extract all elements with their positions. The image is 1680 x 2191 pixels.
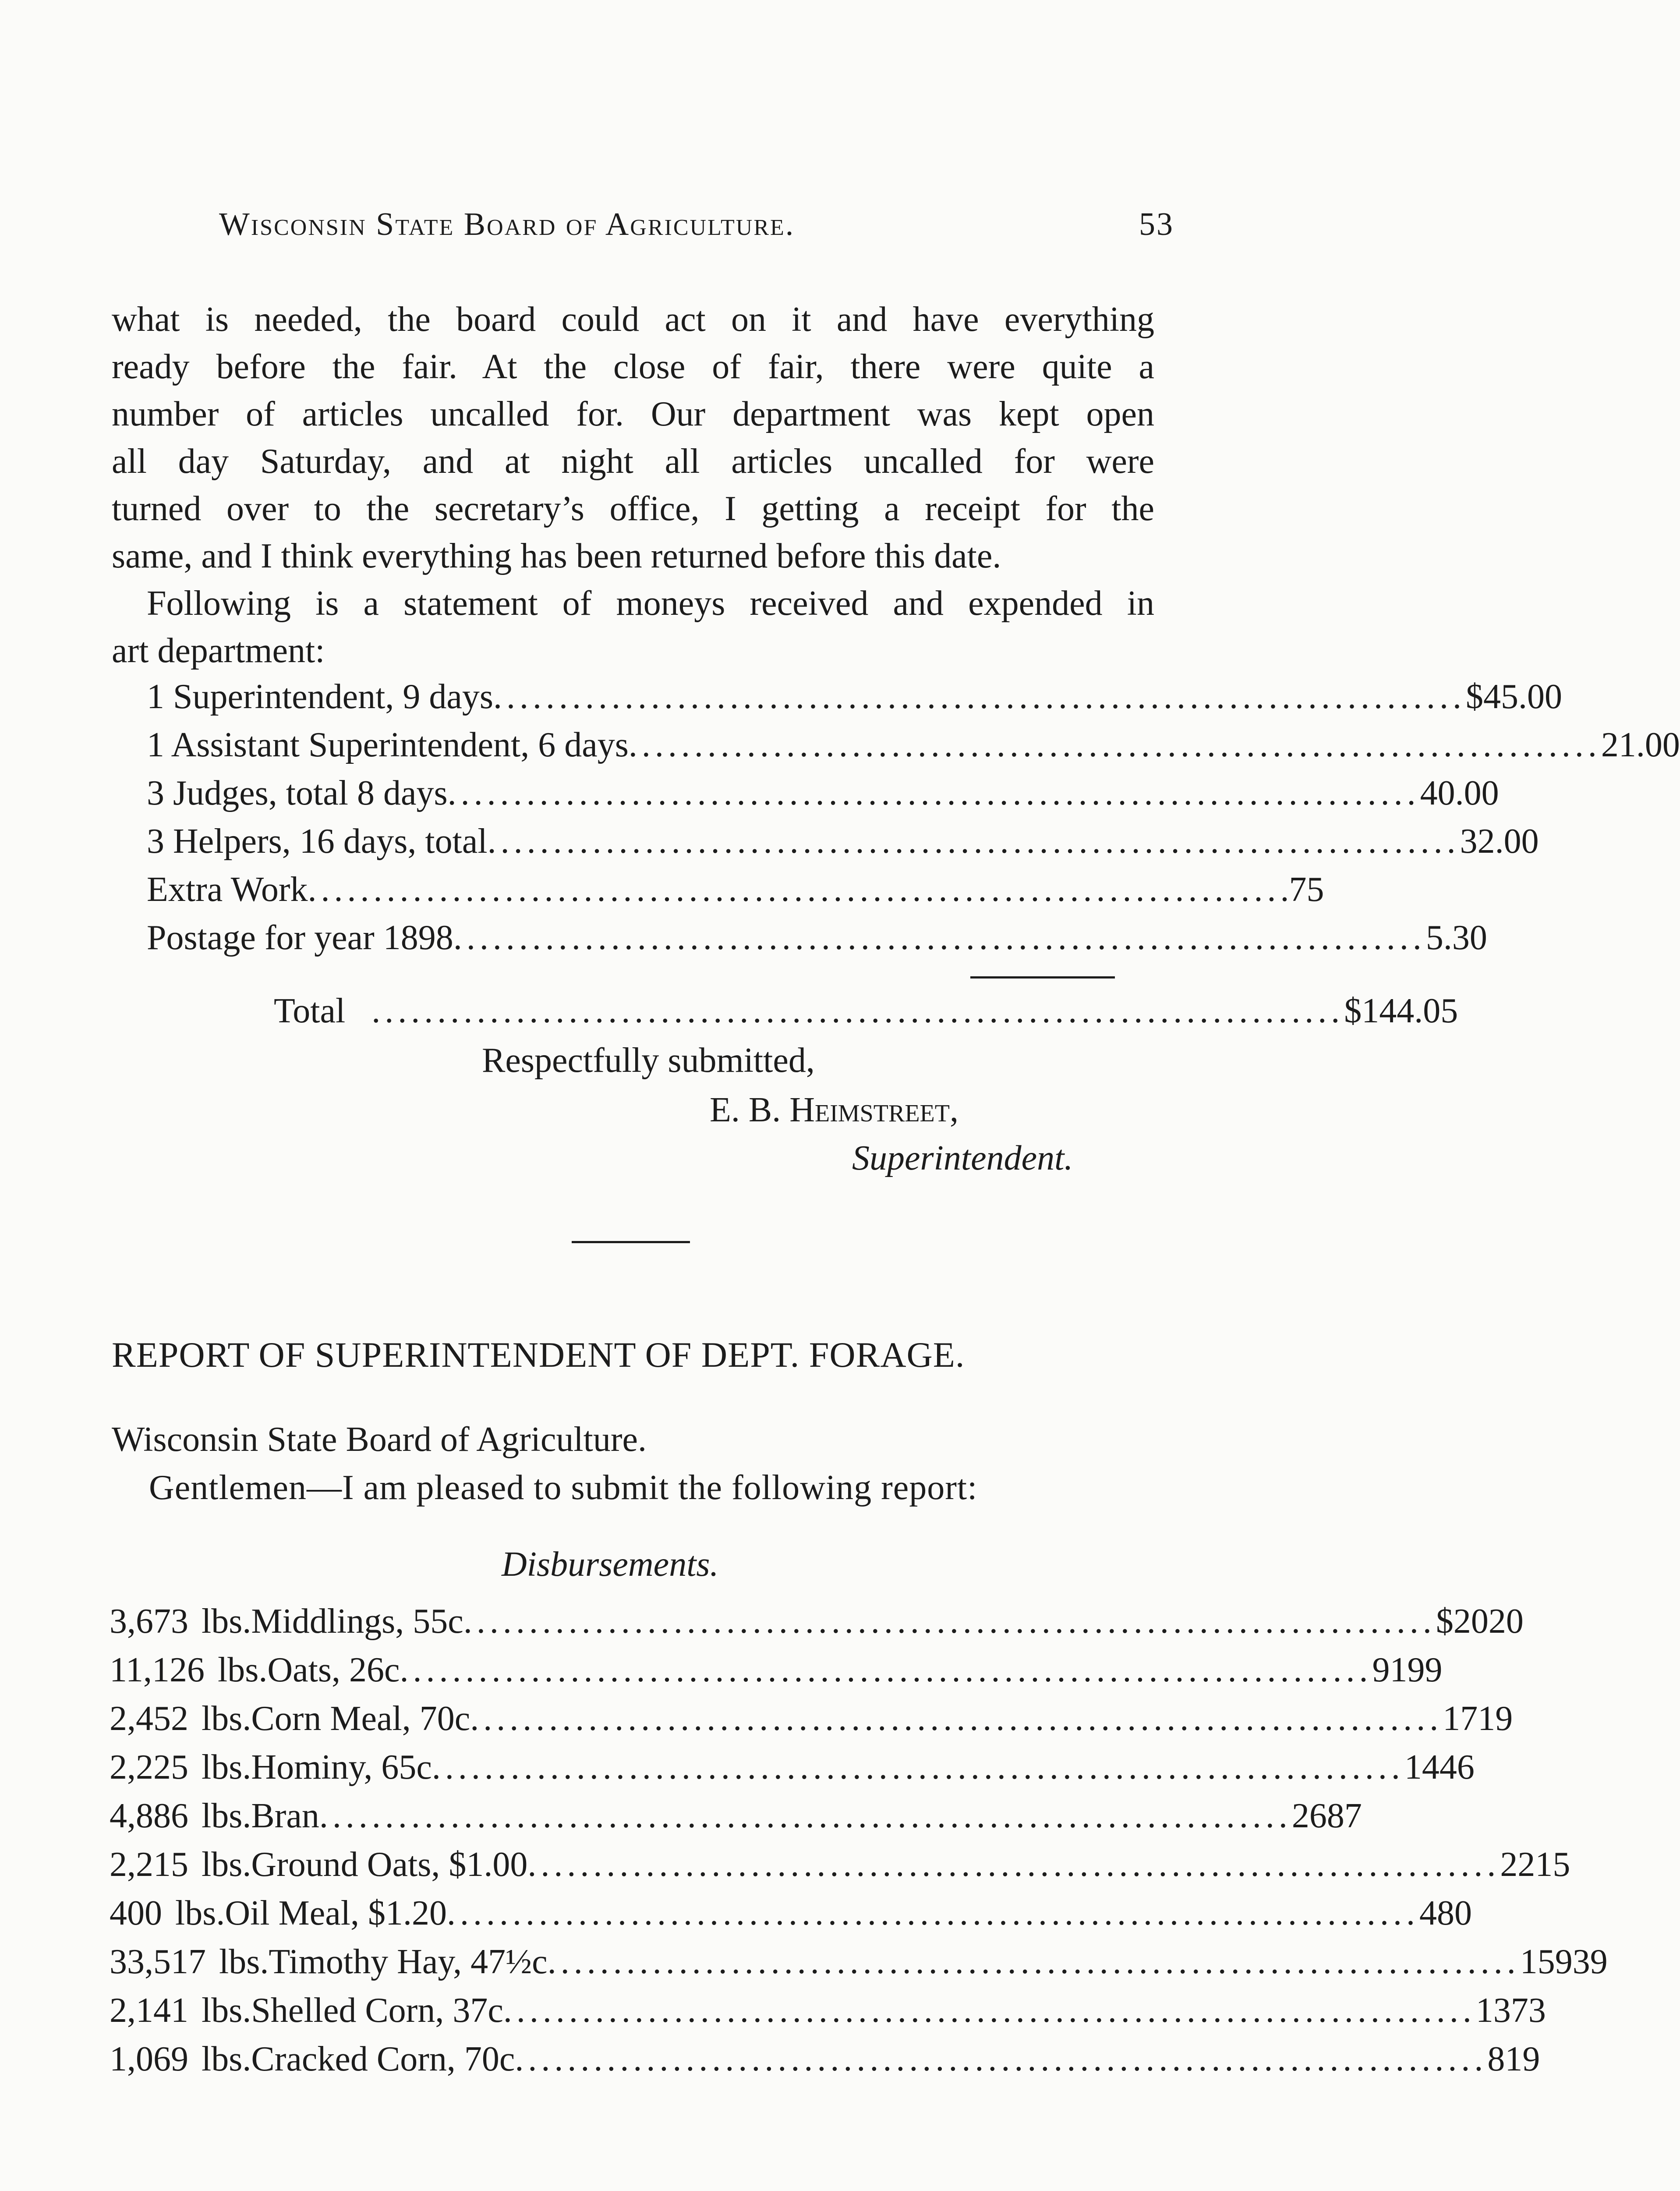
item-cell: Corn Meal, 70c bbox=[251, 1699, 470, 1738]
dollars-cell: 4 bbox=[1419, 1894, 1437, 1932]
table-row bbox=[110, 1991, 1546, 2039]
intro-paragraph bbox=[112, 296, 1154, 674]
table-row bbox=[110, 1942, 1608, 1991]
unit-cell: lbs. bbox=[218, 1651, 268, 1689]
item-cell: Timothy Hay, 47½c bbox=[269, 1943, 548, 1981]
item-cell: Cracked Corn, 70c bbox=[251, 2040, 515, 2078]
dollars-cell: $20 bbox=[1436, 1602, 1489, 1641]
text-line: same, and I think everything has been returned before this date. bbox=[112, 537, 1001, 575]
section-divider bbox=[572, 1241, 690, 1243]
expense-row bbox=[147, 725, 1680, 773]
page-number: 53 bbox=[1139, 206, 1174, 242]
leader-dots: .......................................................................... bbox=[463, 1602, 1436, 1641]
leader-dots: .......................................................................... bbox=[628, 726, 1601, 764]
cents-cell: 15 bbox=[1535, 1845, 1570, 1884]
cents-cell: 39 bbox=[1572, 1943, 1608, 1981]
dollars-cell: 159 bbox=[1520, 1943, 1573, 1981]
leader-dots: .......................................................................... bbox=[547, 1943, 1520, 1981]
signer-title: Superintendent. bbox=[852, 1139, 1073, 1177]
leader-dots: .......................................................................... bbox=[515, 2040, 1488, 2078]
closing-text: Respectfully submitted, bbox=[482, 1041, 815, 1080]
item-cell: Bran bbox=[251, 1797, 319, 1835]
table-row bbox=[110, 1893, 1472, 1942]
signer-name: E. B. Heimstreet, bbox=[710, 1091, 958, 1129]
unit-cell: lbs. bbox=[219, 1943, 269, 1981]
leader-dots: .......................................................................... bbox=[527, 1845, 1500, 1884]
text-line: number of articles uncalled for. Our department was kept open bbox=[112, 395, 1154, 433]
total-block bbox=[274, 991, 1458, 1039]
quantity-cell: 2,225 bbox=[110, 1748, 188, 1787]
leader-dots: .......................................................................... bbox=[446, 1894, 1419, 1932]
item-cell: Ground Oats, $1.00 bbox=[251, 1845, 528, 1884]
page-header-title: Wisconsin State Board of Agriculture. bbox=[219, 206, 795, 242]
leader-dots: .......................................................................... bbox=[447, 774, 1420, 812]
unit-cell: lbs. bbox=[202, 2040, 251, 2078]
expense-row bbox=[147, 773, 1499, 822]
cents-cell: 99 bbox=[1407, 1651, 1443, 1689]
cents-cell: 20 bbox=[1488, 1602, 1524, 1641]
quantity-cell: 4,886 bbox=[110, 1797, 188, 1835]
leader-dots: .......................................................................... bbox=[487, 822, 1460, 861]
dollars-cell: 17 bbox=[1443, 1699, 1478, 1738]
item-cell: Middlings, 55c bbox=[251, 1602, 463, 1641]
quantity-cell: 400 bbox=[110, 1894, 162, 1932]
expense-amount: 32.00 bbox=[1460, 822, 1539, 861]
expense-row bbox=[147, 822, 1539, 870]
quantity-cell: 2,452 bbox=[110, 1699, 188, 1738]
unit-cell: lbs. bbox=[202, 1845, 251, 1884]
table-row bbox=[110, 1650, 1443, 1699]
leader-dots: .......................................................................... bbox=[319, 1797, 1292, 1835]
quantity-cell: 33,517 bbox=[110, 1943, 206, 1981]
table-row bbox=[110, 1748, 1475, 1796]
expense-label: 3 Helpers, 16 days, total bbox=[147, 822, 488, 861]
expense-label: 1 Superintendent, 9 days bbox=[147, 677, 493, 716]
leader-dots: .......................................................................... bbox=[400, 1651, 1372, 1689]
table-row bbox=[110, 1602, 1524, 1650]
leader-dots: .......................................................................... bbox=[470, 1699, 1443, 1738]
cents-cell: 87 bbox=[1326, 1797, 1362, 1835]
table-row bbox=[110, 1699, 1513, 1748]
text-line: ready before the fair. At the close of fair, there were quite a bbox=[112, 347, 1154, 386]
text-line: all day Saturday, and at night all articles uncalled for were bbox=[112, 442, 1154, 481]
expense-amount: 21.00 bbox=[1601, 726, 1680, 764]
dollars-cell: 14 bbox=[1404, 1748, 1439, 1787]
quantity-cell: 1,069 bbox=[110, 2040, 188, 2078]
expense-row bbox=[147, 677, 1562, 725]
dollars-cell: 8 bbox=[1487, 2040, 1505, 2078]
item-cell: Oats, 26c bbox=[267, 1651, 400, 1689]
cents-cell: 80 bbox=[1436, 1894, 1472, 1932]
dollars-cell: 91 bbox=[1372, 1651, 1408, 1689]
unit-cell: lbs. bbox=[175, 1894, 225, 1932]
cents-cell: 19 bbox=[1505, 2040, 1540, 2078]
text-line: what is needed, the board could act on it and have everything bbox=[112, 300, 1154, 339]
item-cell: Oil Meal, $1.20 bbox=[225, 1894, 447, 1932]
expense-label: Extra Work bbox=[147, 870, 308, 909]
sum-rule bbox=[970, 976, 1115, 979]
expense-label: Postage for year 1898 bbox=[147, 918, 453, 957]
table-row bbox=[110, 1796, 1362, 1845]
disbursements-heading: Disbursements. bbox=[502, 1545, 719, 1584]
quantity-cell: 2,141 bbox=[110, 1991, 188, 2030]
text-line: Following is a statement of moneys received and expended in bbox=[147, 584, 1154, 623]
unit-cell: lbs. bbox=[202, 1748, 251, 1787]
expense-label: 1 Assistant Superintendent, 6 days bbox=[147, 726, 629, 764]
table-row bbox=[110, 2039, 1540, 2088]
expense-amount: 5.30 bbox=[1425, 918, 1487, 957]
expense-amount: 40.00 bbox=[1420, 774, 1499, 812]
expense-row bbox=[147, 918, 1487, 966]
total-row bbox=[274, 991, 1458, 1039]
dollars-cell: 22 bbox=[1500, 1845, 1535, 1884]
expense-amount: .75 bbox=[1280, 870, 1324, 909]
item-cell: Hominy, 65c bbox=[251, 1748, 432, 1787]
leader-dots: .......................................................................... bbox=[431, 1748, 1404, 1787]
total-label: Total bbox=[274, 992, 346, 1030]
leader-dots: .......................................................................... bbox=[308, 870, 1280, 909]
cents-cell: 19 bbox=[1478, 1699, 1513, 1738]
unit-cell: lbs. bbox=[202, 1602, 251, 1641]
unit-cell: lbs. bbox=[202, 1699, 251, 1738]
section-heading: REPORT OF SUPERINTENDENT OF DEPT. FORAGE. bbox=[112, 1335, 965, 1375]
running-header bbox=[219, 206, 1174, 243]
quantity-cell: 2,215 bbox=[110, 1845, 188, 1884]
greeting: Gentlemen—I am pleased to submit the following report: bbox=[149, 1468, 978, 1507]
dollars-cell: 26 bbox=[1291, 1797, 1327, 1835]
unit-cell: lbs. bbox=[202, 1991, 251, 2030]
expense-row bbox=[147, 870, 1324, 918]
total-amount: $144.05 bbox=[1344, 992, 1458, 1030]
item-cell: Shelled Corn, 37c bbox=[251, 1991, 503, 2030]
text-line: turned over to the secretary’s office, I getting a receipt for the bbox=[112, 489, 1154, 528]
dollars-cell: 13 bbox=[1475, 1991, 1511, 2030]
quantity-cell: 3,673 bbox=[110, 1602, 188, 1641]
leader-dots: .......................................................................... bbox=[371, 992, 1344, 1030]
addressee: Wisconsin State Board of Agriculture. bbox=[112, 1420, 647, 1459]
leader-dots: .......................................................................... bbox=[503, 1991, 1476, 2030]
expense-amount: $45.00 bbox=[1465, 677, 1562, 716]
table-row bbox=[110, 1845, 1570, 1893]
disbursements-table bbox=[110, 1602, 1608, 2088]
quantity-cell: 11,126 bbox=[110, 1651, 205, 1689]
leader-dots: .......................................................................... bbox=[493, 677, 1466, 716]
text-line: art department: bbox=[112, 631, 325, 670]
expense-label: 3 Judges, total 8 days bbox=[147, 774, 448, 812]
cents-cell: 73 bbox=[1510, 1991, 1546, 2030]
cents-cell: 46 bbox=[1439, 1748, 1475, 1787]
leader-dots: .......................................................................... bbox=[453, 918, 1426, 957]
unit-cell: lbs. bbox=[202, 1797, 251, 1835]
expense-statement bbox=[147, 677, 1680, 966]
